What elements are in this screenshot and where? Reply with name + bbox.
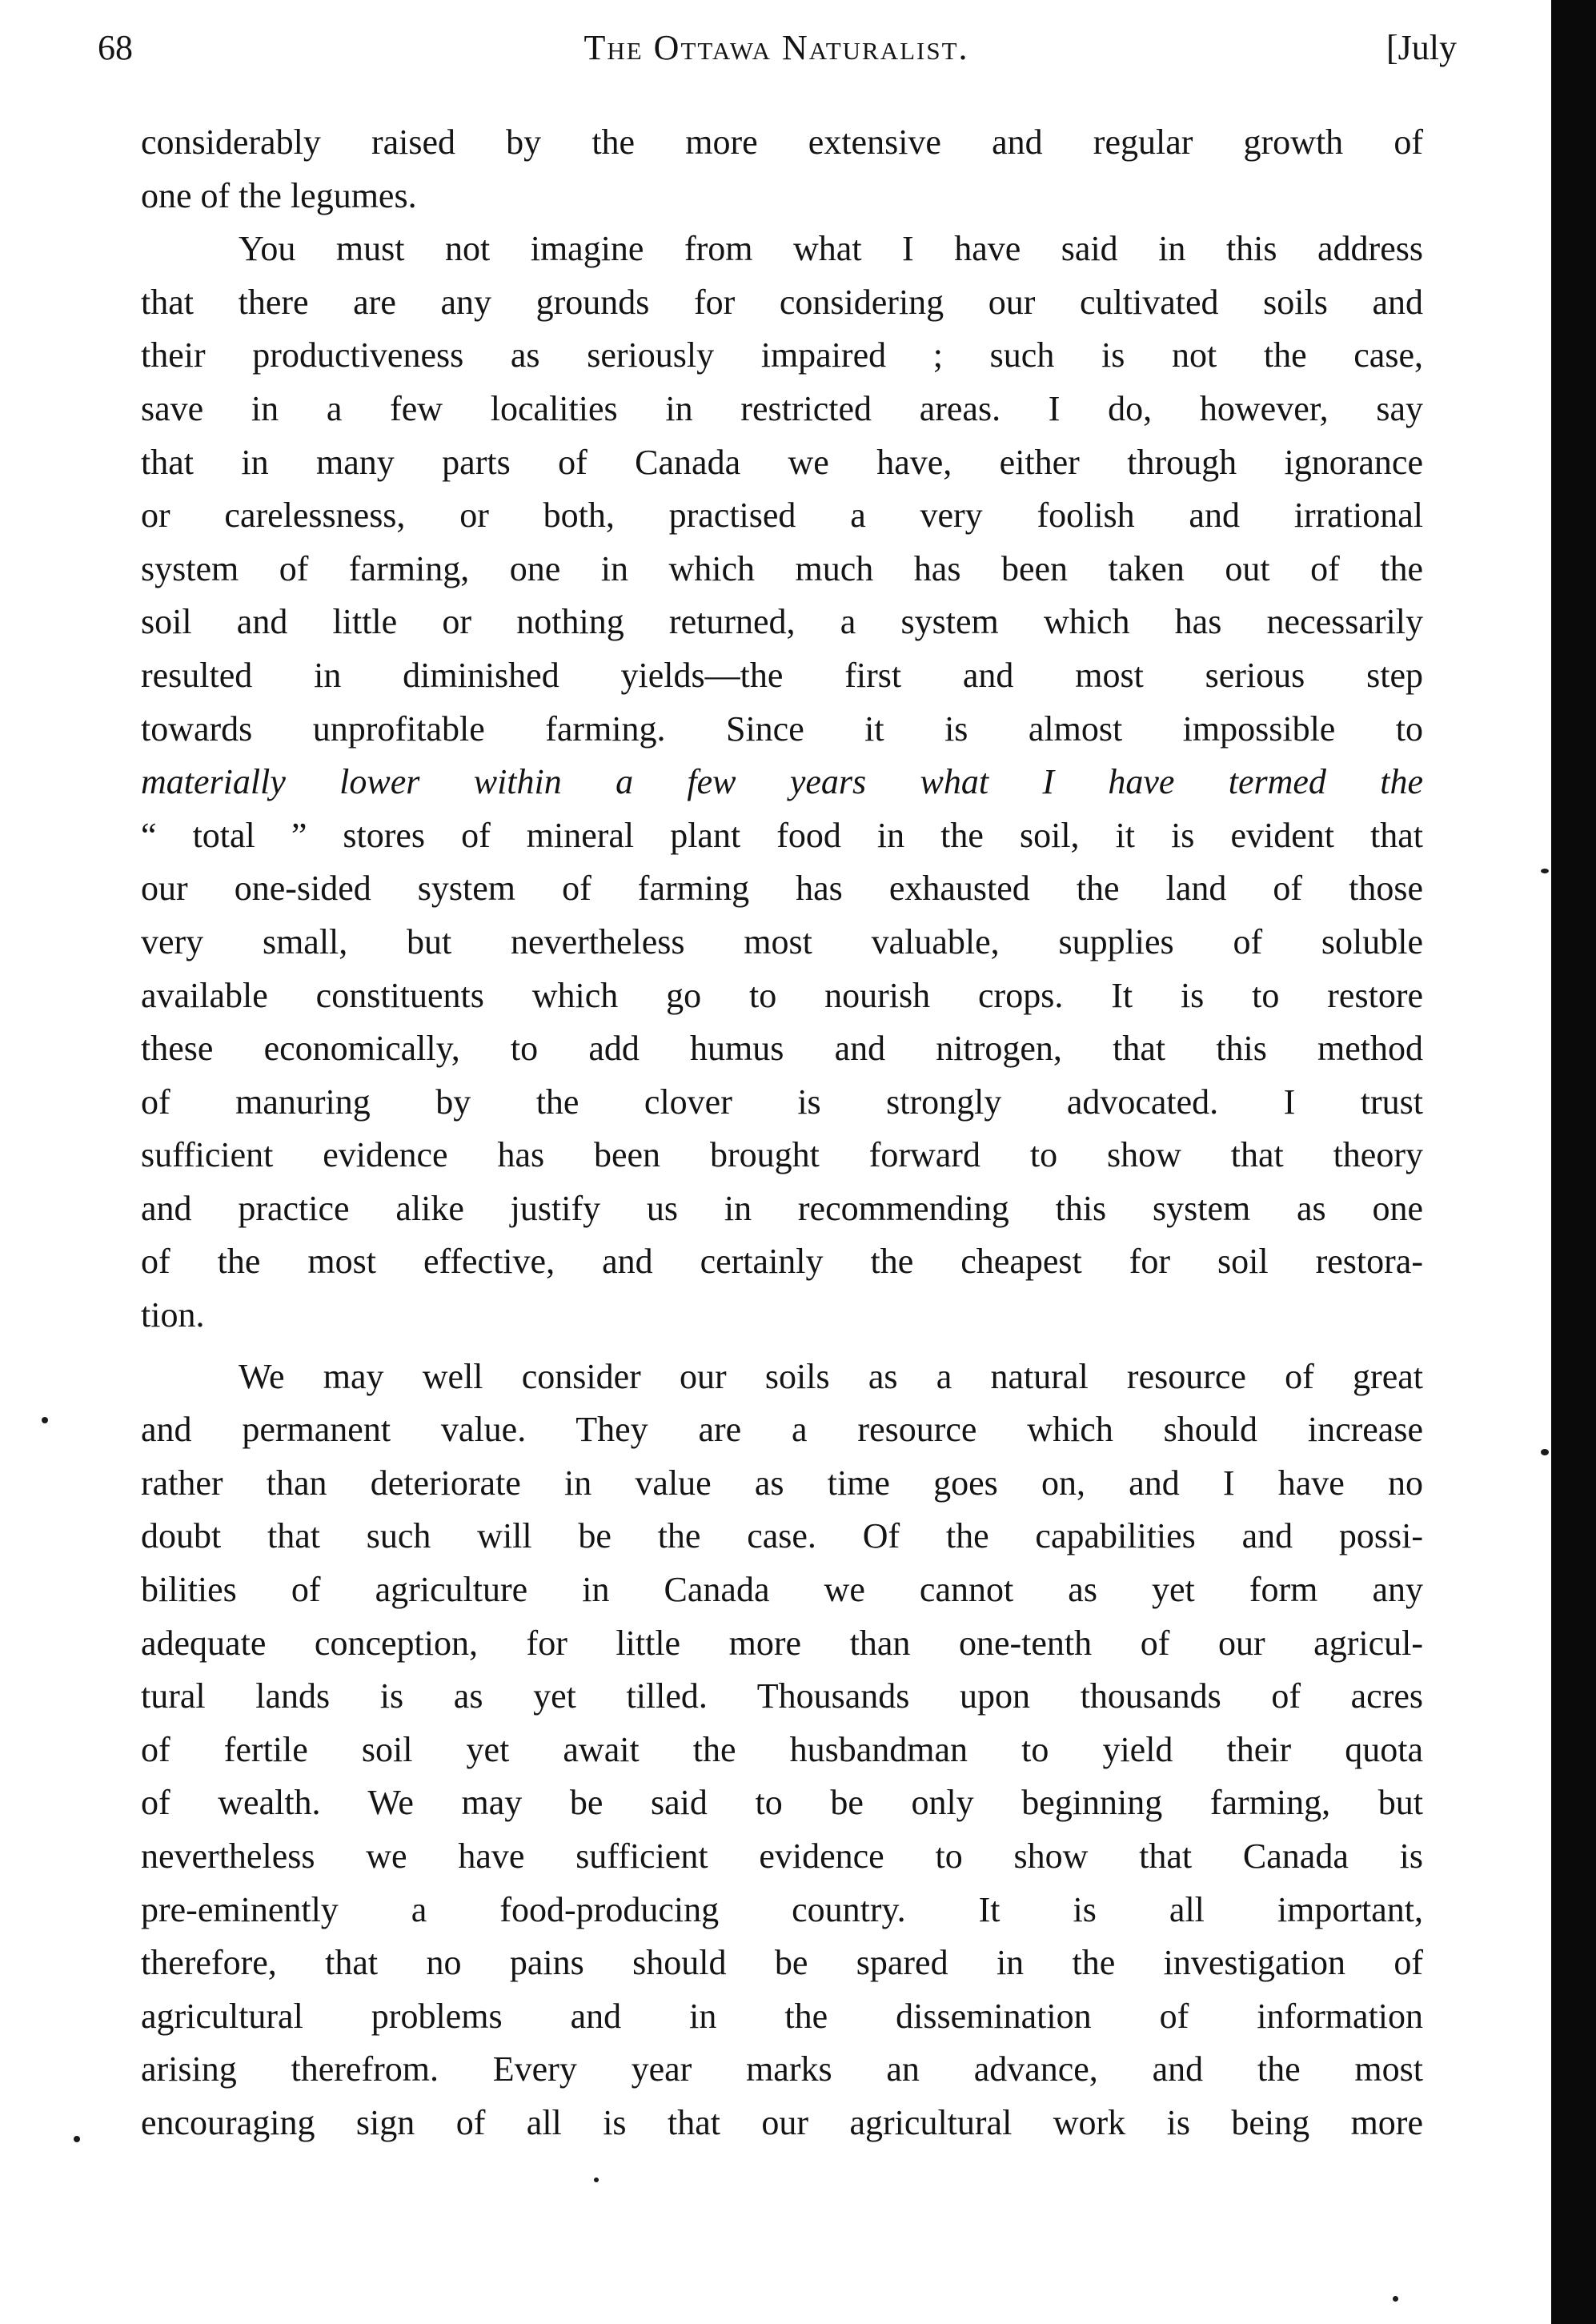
text-line: encouraging sign of all is that our agricultural work is being more <box>141 2102 1423 2142</box>
text-line: system of farming, one in which much has been taken out of the <box>141 548 1423 588</box>
text-line: arising therefrom. Every year marks an advance, and the most <box>141 2049 1423 2089</box>
text-line: tion. <box>141 1295 205 1335</box>
running-header <box>88 24 1465 88</box>
text-line: save in a few localities in restricted areas. I do, however, say <box>141 388 1423 428</box>
text-line: available constituents which go to nourish crops. It is to restore <box>141 975 1423 1015</box>
scan-speck <box>1541 869 1549 873</box>
scan-speck <box>1541 1449 1549 1455</box>
text-line: towards unprofitable farming. Since it is almost impossible to <box>141 708 1423 749</box>
text-line: bilities of agriculture in Canada we cannot as yet form any <box>141 1570 1423 1610</box>
text-line: resulted in diminished yields—the first and most serious step <box>141 655 1423 695</box>
paragraph-1 <box>141 116 1423 223</box>
text-line: and practice alike justify us in recommending this system as one <box>141 1188 1423 1228</box>
text-line: or carelessness, or both, practised a very foolish and irrational <box>141 496 1423 536</box>
header-month: [July <box>1386 28 1457 67</box>
scan-speck <box>594 2177 599 2182</box>
text-line: of fertile soil yet await the husbandman to yield their quota <box>141 1729 1423 1769</box>
text-line: these economically, to add humus and nitrogen, that this method <box>141 1029 1423 1069</box>
scanned-page-edge <box>1551 0 1596 2324</box>
text-line: doubt that such will be the case. Of the capabilities and possi- <box>141 1516 1423 1556</box>
text-line: materially lower within a few years what I have termed the <box>141 762 1423 802</box>
text-line: of manuring by the clover is strongly advocated. I trust <box>141 1082 1423 1122</box>
paragraph-2 <box>141 223 1423 1342</box>
text-line: agricultural problems and in the dissemination of information <box>141 1996 1423 2036</box>
scan-speck <box>1393 2296 1398 2302</box>
body-text <box>141 116 1423 2150</box>
paragraph-3 <box>141 1351 1423 2150</box>
text-line: of wealth. We may be said to be only beginning farming, but <box>141 1783 1423 1823</box>
text-line: soil and little or nothing returned, a system which has necessarily <box>141 602 1423 642</box>
text-line: that there are any grounds for considering our cultivated soils and <box>141 282 1423 322</box>
paragraph-gap <box>141 1343 1423 1351</box>
text-line: and permanent value. They are a resource which should increase <box>141 1410 1423 1450</box>
text-line: that in many parts of Canada we have, either through ignorance <box>141 442 1423 482</box>
page-number: 68 <box>98 28 133 67</box>
text-line: “ total ” stores of mineral plant food in the soil, it is evident that <box>141 815 1423 855</box>
text-line: therefore, that no pains should be spared in the investigation of <box>141 1943 1423 1983</box>
text-line: considerably raised by the more extensive and regular growth of <box>141 122 1423 162</box>
text-line: rather than deteriorate in value as time goes on, and I have no <box>141 1463 1423 1503</box>
text-line: their productiveness as seriously impaired ; such is not the case, <box>141 335 1423 375</box>
text-line: nevertheless we have sufficient evidence to show that Canada is <box>141 1836 1423 1876</box>
text-line: sufficient evidence has been brought forward to show that theory <box>141 1135 1423 1175</box>
text-line: of the most effective, and certainly the cheapest for soil restora- <box>141 1242 1423 1282</box>
text-line: one of the legumes. <box>141 175 417 215</box>
text-line: pre-eminently a food-producing country. It is all important, <box>141 1889 1423 1929</box>
text-line: We may well consider our soils as a natural resource of great <box>239 1356 1423 1396</box>
scan-speck <box>42 1417 48 1423</box>
text-line: tural lands is as yet tilled. Thousands upon thousands of acres <box>141 1676 1423 1716</box>
text-line: very small, but nevertheless most valuable, supplies of soluble <box>141 921 1423 961</box>
text-line: our one-sided system of farming has exhausted the land of those <box>141 869 1423 909</box>
text-line: adequate conception, for little more than one-tenth of our agricul- <box>141 1623 1423 1663</box>
text-line: You must not imagine from what I have said in this address <box>239 229 1423 269</box>
running-title: The Ottawa Naturalist. <box>583 28 969 67</box>
scan-speck <box>74 2136 80 2142</box>
